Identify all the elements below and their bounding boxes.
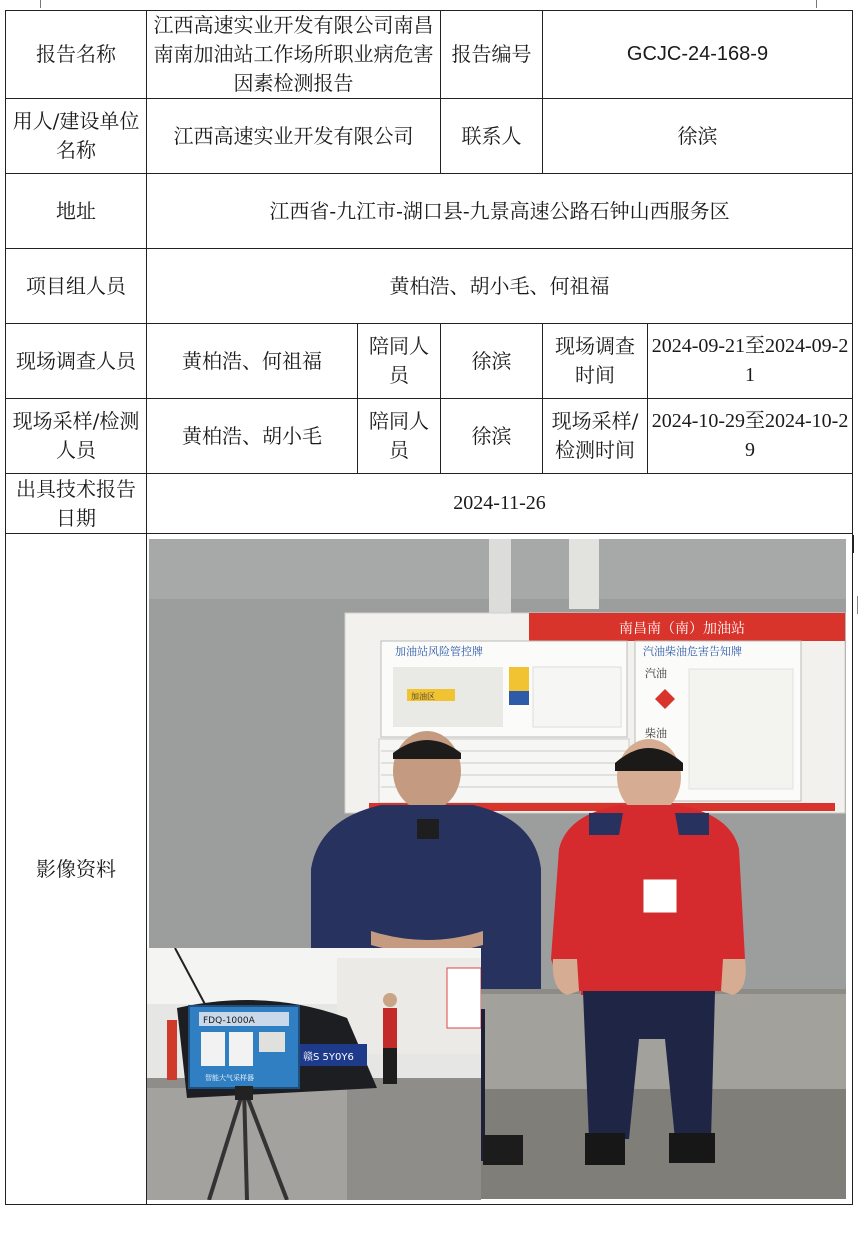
sampling-time-label: 现场采样/检测时间 (543, 399, 648, 474)
address-value: 江西省-九江市-湖口县-九景高速公路石钟山西服务区 (147, 174, 853, 249)
report-number-value: GCJC-24-168-9 (543, 11, 853, 99)
issue-date-value: 2024-11-26 (147, 474, 853, 534)
contact-label: 联系人 (441, 99, 543, 174)
image-data-cell (147, 534, 853, 1205)
sampling-instrument-photo (147, 948, 481, 1200)
sampling-staff-value: 黄柏浩、胡小毛 (147, 399, 358, 474)
survey-accompany-label: 陪同人员 (358, 324, 441, 399)
team-value: 黄柏浩、胡小毛、何祖福 (147, 249, 853, 324)
address-label: 地址 (6, 174, 147, 249)
gasoline-label: 汽油 (645, 667, 667, 680)
issue-date-label: 出具技术报告日期 (6, 474, 147, 534)
survey-time-label: 现场调查时间 (543, 324, 648, 399)
survey-staff-value: 黄柏浩、何祖福 (147, 324, 358, 399)
plate-text: 赣S 5Y0Y6 (303, 1052, 354, 1063)
diesel-label: 柴油 (645, 727, 667, 740)
survey-accompany-value: 徐滨 (441, 324, 543, 399)
survey-time-value: 2024-09-21至2024-09-21 (648, 324, 853, 399)
sampling-accompany-value: 徐滨 (441, 399, 543, 474)
risk-board-title: 加油站风险管控牌 (395, 645, 483, 658)
text-cursor-mark (853, 535, 854, 553)
sampling-staff-label: 现场采样/检测人员 (6, 399, 147, 474)
survey-staff-label: 现场调查人员 (6, 324, 147, 399)
instrument-photo-drawing (147, 948, 481, 1200)
report-name-label: 报告名称 (6, 11, 147, 99)
employer-value: 江西高速实业开发有限公司 (147, 99, 441, 174)
report-number-label: 报告编号 (441, 11, 543, 99)
report-info-table (5, 10, 853, 1205)
rule-tick (816, 0, 817, 8)
image-data-label: 影像资料 (6, 534, 147, 1205)
report-name-value: 江西高速实业开发有限公司南昌南南加油站工作场所职业病危害因素检测报告 (147, 11, 441, 99)
team-label: 项目组人员 (6, 249, 147, 324)
hazard-board-title: 汽油柴油危害告知牌 (643, 645, 742, 658)
sampling-accompany-label: 陪同人员 (358, 399, 441, 474)
instrument-model: FDQ-1000A (203, 1016, 255, 1026)
station-sign-text: 南昌南（南）加油站 (619, 621, 745, 637)
instrument-name: 智能大气采样器 (205, 1074, 254, 1082)
contact-value: 徐滨 (543, 99, 853, 174)
refuel-area-text: 加油区 (411, 692, 435, 701)
employer-label: 用人/建设单位名称 (6, 99, 147, 174)
edge-mark (857, 596, 858, 614)
page-top-rule (0, 0, 860, 10)
sampling-time-value: 2024-10-29至2024-10-29 (648, 399, 853, 474)
rule-tick (40, 0, 41, 8)
